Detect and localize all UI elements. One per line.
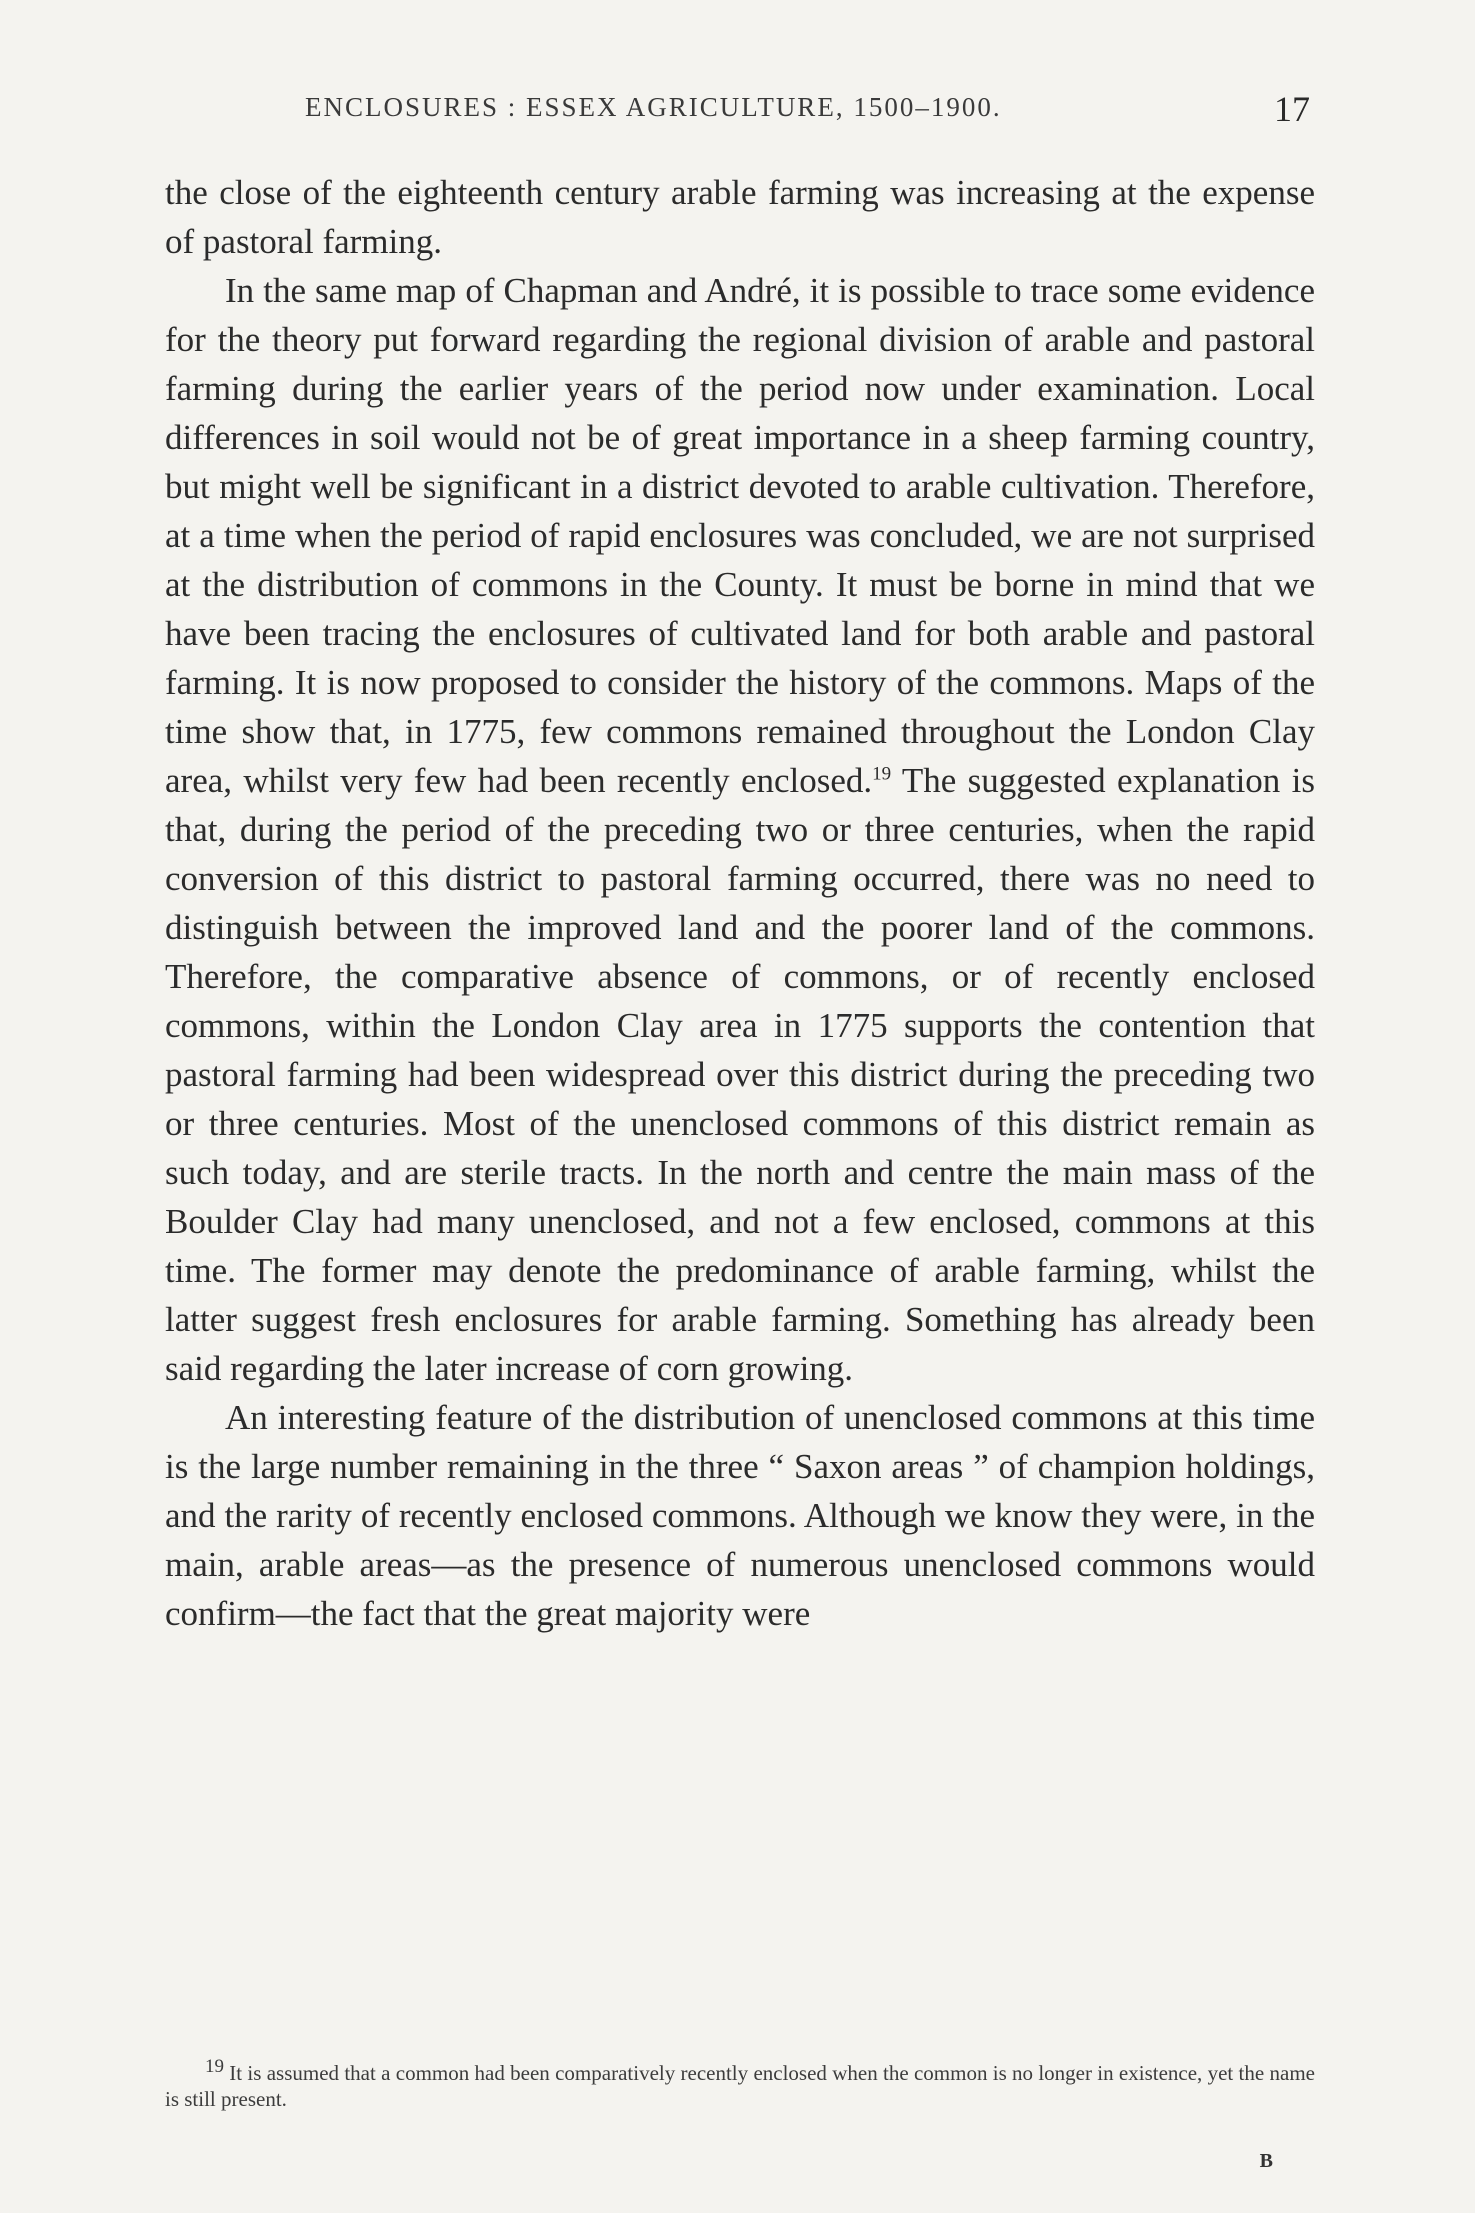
paragraph-2 <box>165 266 1315 1393</box>
footnote-number: 19 <box>205 2056 224 2077</box>
running-head <box>165 88 1310 138</box>
paragraph-2-text-a: In the same map of Chapman and André, it is possible to trace some evidence for the theory put forward regarding the regional division of arable and pastoral farming during the earlier years of the period now under examination. Local differences in soil would not be of great importance in a sheep farming country, but might well be significant in a district devoted to arable cultivation. Therefore, at a time when the period of rapid enclosures was concluded, we are not surprised at the distribution of commons in the County. It must be borne in mind that we have been tracing the enclosures of cultivated land for both arable and pastoral farming. It is now proposed to consider the history of the commons. Maps of the time show that, in 1775, few commons remained throughout the London Clay area, whilst very few had been recently enclosed. <box>165 271 1315 800</box>
body-text <box>165 168 1315 1638</box>
footnote <box>165 2056 1315 2112</box>
footnote-text: It is assumed that a common had been comparatively recently enclosed when the common is no longer in existence, yet the name is still present. <box>165 2061 1315 2111</box>
running-head-title: ENCLOSURES : ESSEX AGRICULTURE, 1500–1900. <box>305 92 1002 122</box>
footnote-reference: 19 <box>872 763 892 785</box>
page-number: 17 <box>1274 89 1310 129</box>
signature-mark: B <box>1259 2150 1273 2172</box>
paragraph-2-text-b: The suggested explanation is that, during the period of the preceding two or three centuries, when the rapid conversion of this district to pastoral farming occurred, there was no need to distinguish between the improved land and the poorer land of the commons. Therefore, the comparative absence of commons, or of recently enclosed commons, within the London Clay area in 1775 supports the contention that pastoral farming had been widespread over this district during the preceding two or three centuries. Most of the unenclosed commons of this district remain as such today, and are sterile tracts. In the north and centre the main mass of the Boulder Clay had many unenclosed, and not a few enclosed, commons at this time. The former may denote the predominance of arable farming, whilst the latter suggest fresh enclosures for arable farming. Something has already been said regarding the later increase of corn growing. <box>165 761 1315 1388</box>
paragraph-3: An interesting feature of the distribution of unenclosed commons at this time is the large number remaining in the three “ Saxon areas ” of champion holdings, and the rarity of recently enclosed commons. Although we know they were, in the main, arable areas—as the presence of numerous unenclosed commons would confirm—the fact that the great majority were <box>165 1398 1315 1633</box>
paragraph-1: the close of the eighteenth century arable farming was increasing at the expense of pastoral farming. <box>165 173 1315 261</box>
